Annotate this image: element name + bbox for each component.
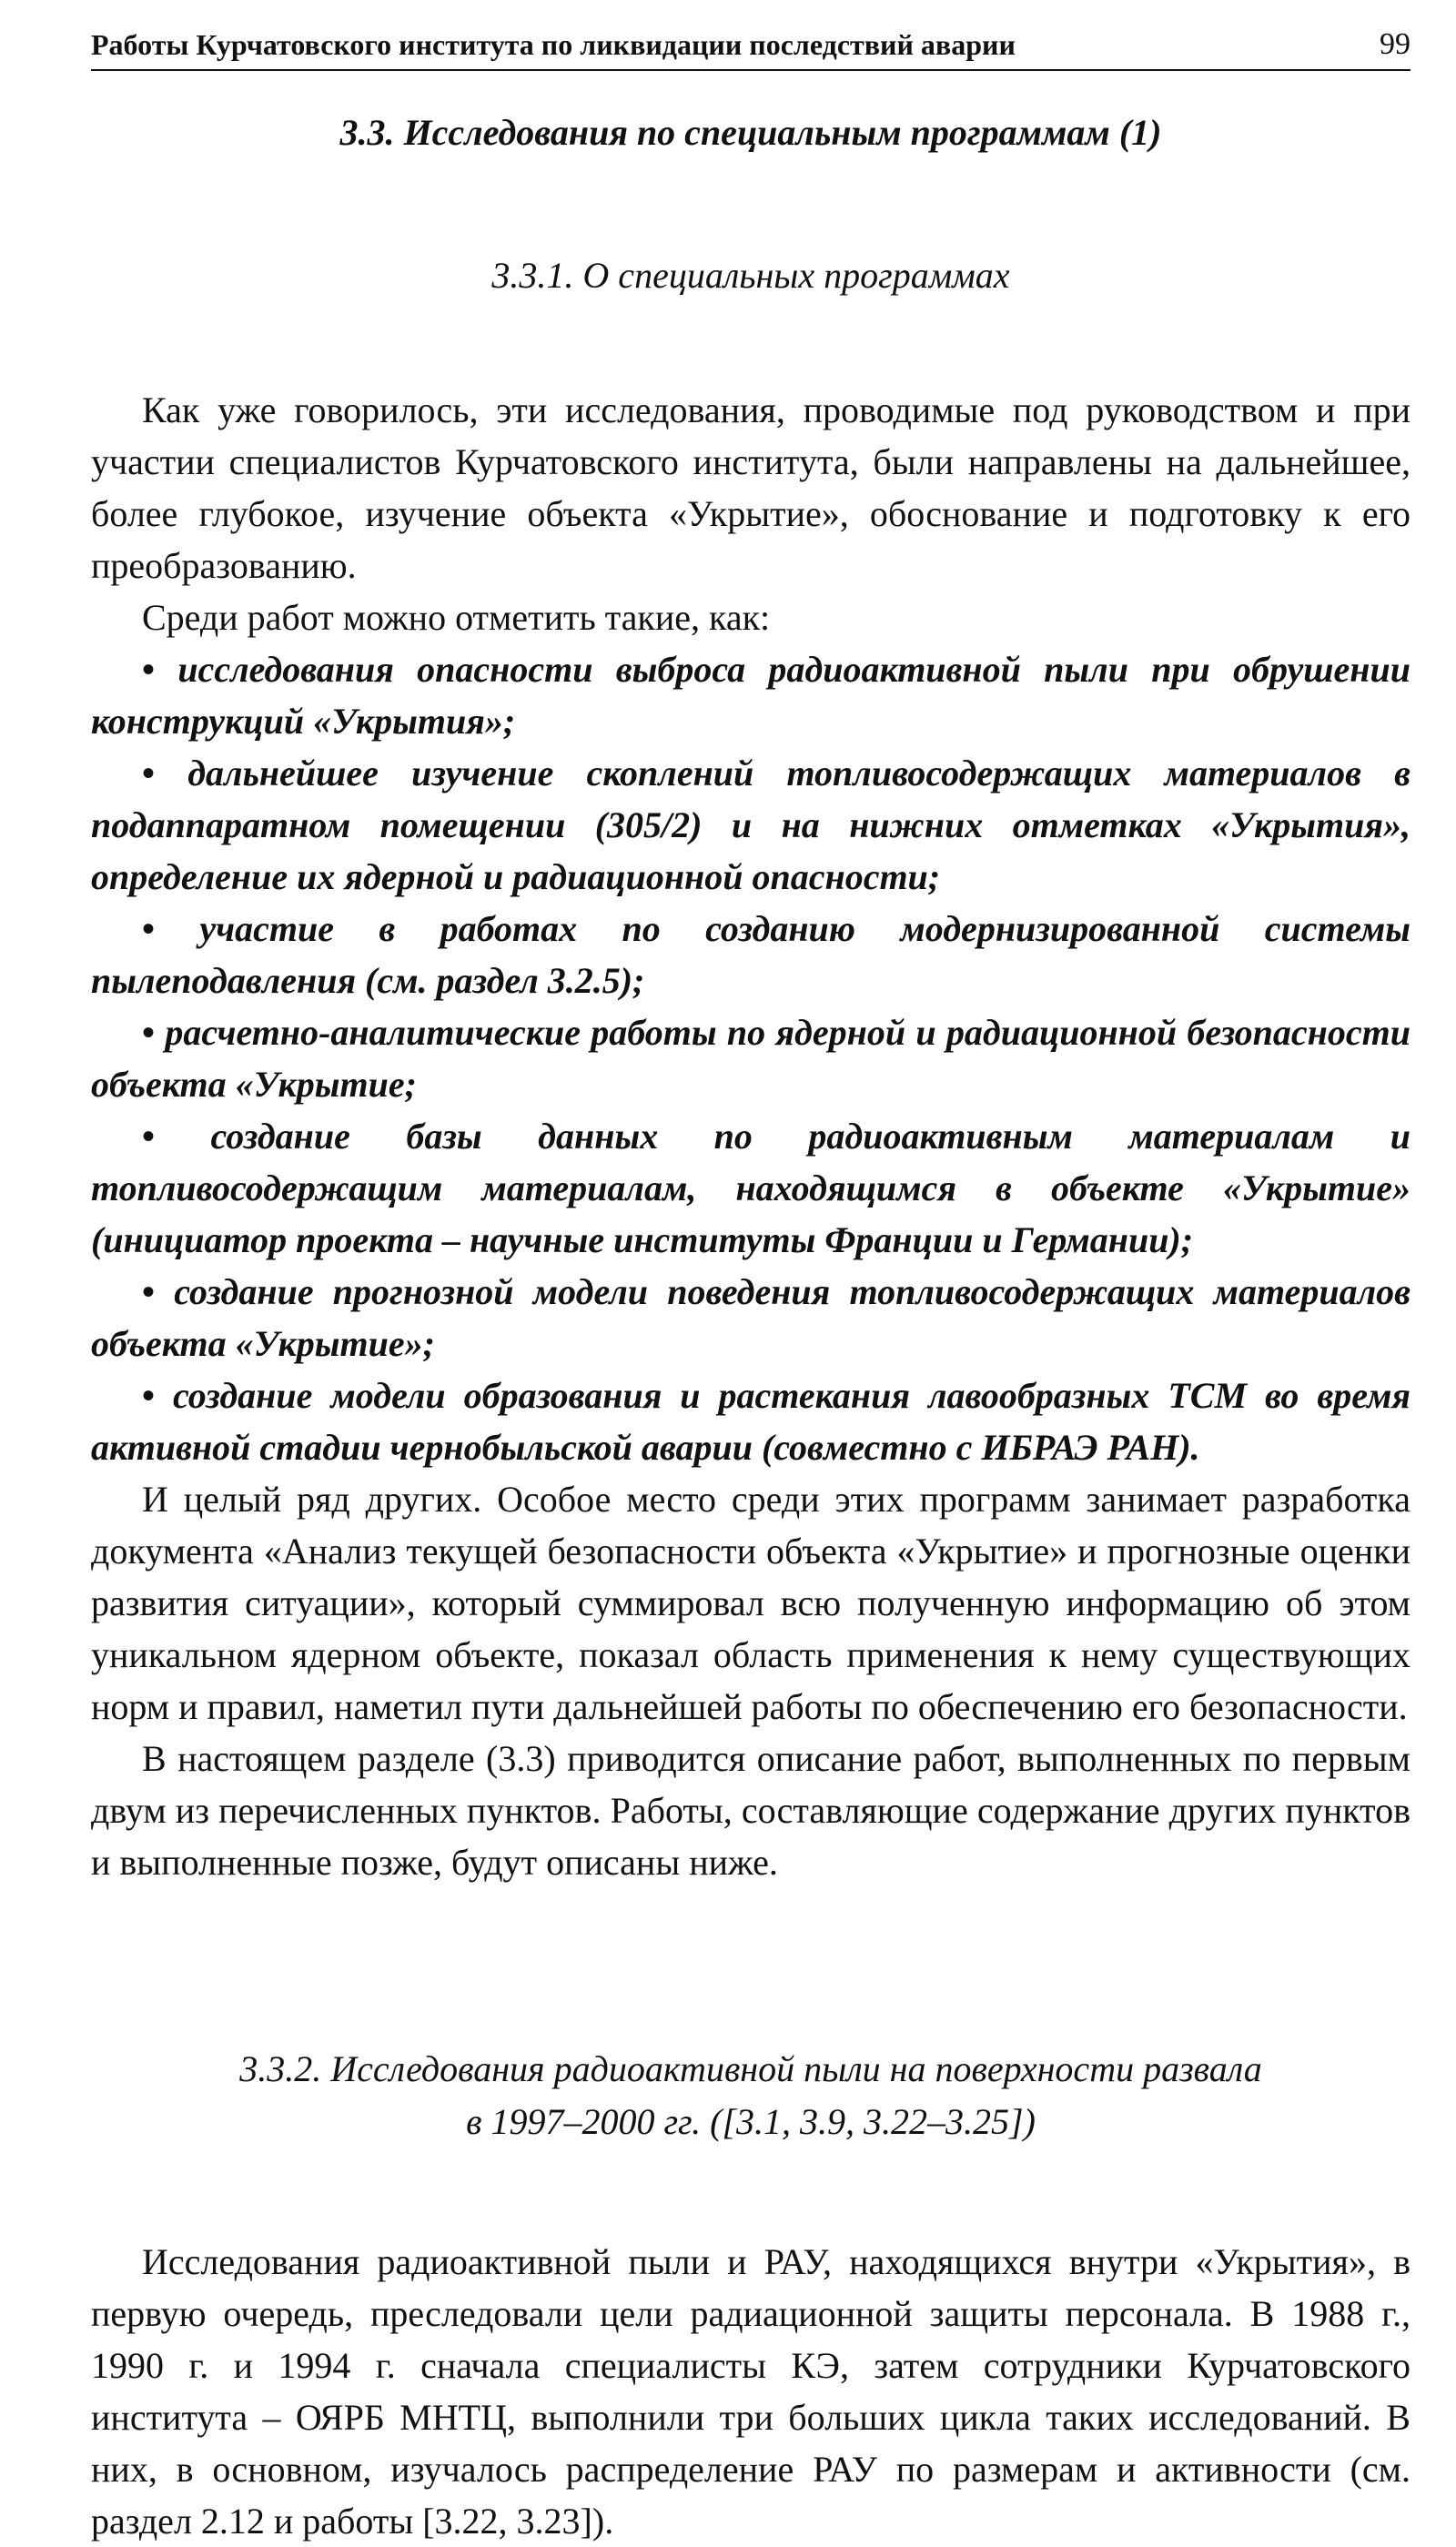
running-head: [91, 27, 1410, 71]
paragraph-after-list: И целый ряд других. Особое место среди этих программ занимает разработка документа «Анализ текущей безопасности объекта «Укрытие» и прогнозные оценки развития ситуации», который суммировал всю полученную информацию об этом уникальном ядерном объекте, показал область применения к нему существующих норм и правил, наметил пути дальнейшей работы по обеспечению его безопасности.: [91, 1479, 1410, 1727]
bullet-icon: •: [142, 1271, 156, 1312]
list-item-text: расчетно-аналитические работы по ядерной и радиационной безопасности объекта «Укрытие;: [91, 1012, 1410, 1105]
subsection-2-body: [91, 2236, 1410, 2547]
subsection-1-body: [91, 384, 1410, 1888]
list-item-text: создание базы данных по радиоактивным материалам и топливосодержащим материалам, находящимся в объекте «Укрытие» (инициатор проекта – научные институты Франции и Германии);: [91, 1116, 1411, 1260]
subsection-1-title: 3.3.1. О специальных программах: [491, 255, 1010, 296]
running-head-title: Работы Курчатовского института по ликвидации последствий аварии: [91, 28, 1016, 61]
list-item: [91, 1266, 1410, 1370]
bullet-icon: •: [142, 649, 156, 690]
subsection-2-paragraph: Исследования радиоактивной пыли и РАУ, находящихся внутри «Укрытия», в первую очередь, преследовали цели радиационной защиты персонала. В 1988 г., 1990 г. и 1994 г. сначала специалисты КЭ, затем сотрудники Курчатовского института – ОЯРБ МНТЦ, выполнили три больших цикла таких исследований. В них, в основном, изучалось распределение РАУ по размерам и активности (см. раздел 2.12 и работы [3.22, 3.23]).: [91, 2241, 1410, 2542]
bullet-icon: •: [142, 1012, 156, 1053]
page-number: 99: [1380, 27, 1410, 61]
list-item-text: создание прогнозной модели поведения топливосодержащих материалов объекта «Укрытие»;: [91, 1271, 1410, 1364]
subsection-2-title-line-2: в 1997–2000 гг. ([3.1, 3.9, 3.22–3.25]): [466, 2101, 1036, 2142]
section-title: 3.3. Исследования по специальным программам (1): [339, 112, 1162, 153]
list-lead: Среди работ можно отметить такие, как:: [142, 597, 771, 638]
bullet-icon: •: [142, 1375, 156, 1416]
bullet-icon: •: [142, 908, 156, 949]
list-item: [91, 1370, 1410, 1473]
subsection-2-title-line-1: 3.3.2. Исследования радиоактивной пыли на поверхности развала: [239, 2048, 1262, 2089]
list-item-text: дальнейшее изучение скоплений топливосодержащих материалов в подаппаратном помещении (305/2) и на нижних отметках «Укрытия», определение их ядерной и радиационной опасности;: [91, 753, 1410, 897]
list-item: [91, 643, 1410, 747]
book-page: [91, 27, 1410, 2547]
list-item: [91, 747, 1410, 903]
list-item: [91, 1006, 1410, 1110]
bullet-icon: •: [142, 1116, 156, 1157]
list-item: [91, 903, 1410, 1006]
bullet-icon: •: [142, 753, 156, 793]
list-item: [91, 1110, 1410, 1266]
program-list: [91, 643, 1410, 1473]
closing-paragraph: В настоящем разделе (3.3) приводится описание работ, выполненных по первым двум из перечисленных пунктов. Работы, составляющие содержание других пунктов и выполненные позже, будут описаны ниже.: [91, 1738, 1410, 1883]
list-item-text: участие в работах по созданию модернизированной системы пылеподавления (см. раздел 3.2.5);: [91, 908, 1411, 1001]
intro-paragraph: Как уже говорилось, эти исследования, проводимые под руководством и при участии специалистов Курчатовского института, были направлены на дальнейшее, более глубокое, изучение объекта «Укрытие», обоснование и подготовку к его преобразованию.: [91, 389, 1410, 586]
subsection-2-title: [91, 2043, 1410, 2148]
list-item-text: создание модели образования и растекания лавообразных ТСМ во время активной стадии чернобыльской аварии (совместно с ИБРАЭ РАН).: [91, 1375, 1410, 1468]
list-item-text: исследования опасности выброса радиоактивной пыли при обрушении конструкций «Укрытия»;: [91, 649, 1410, 742]
